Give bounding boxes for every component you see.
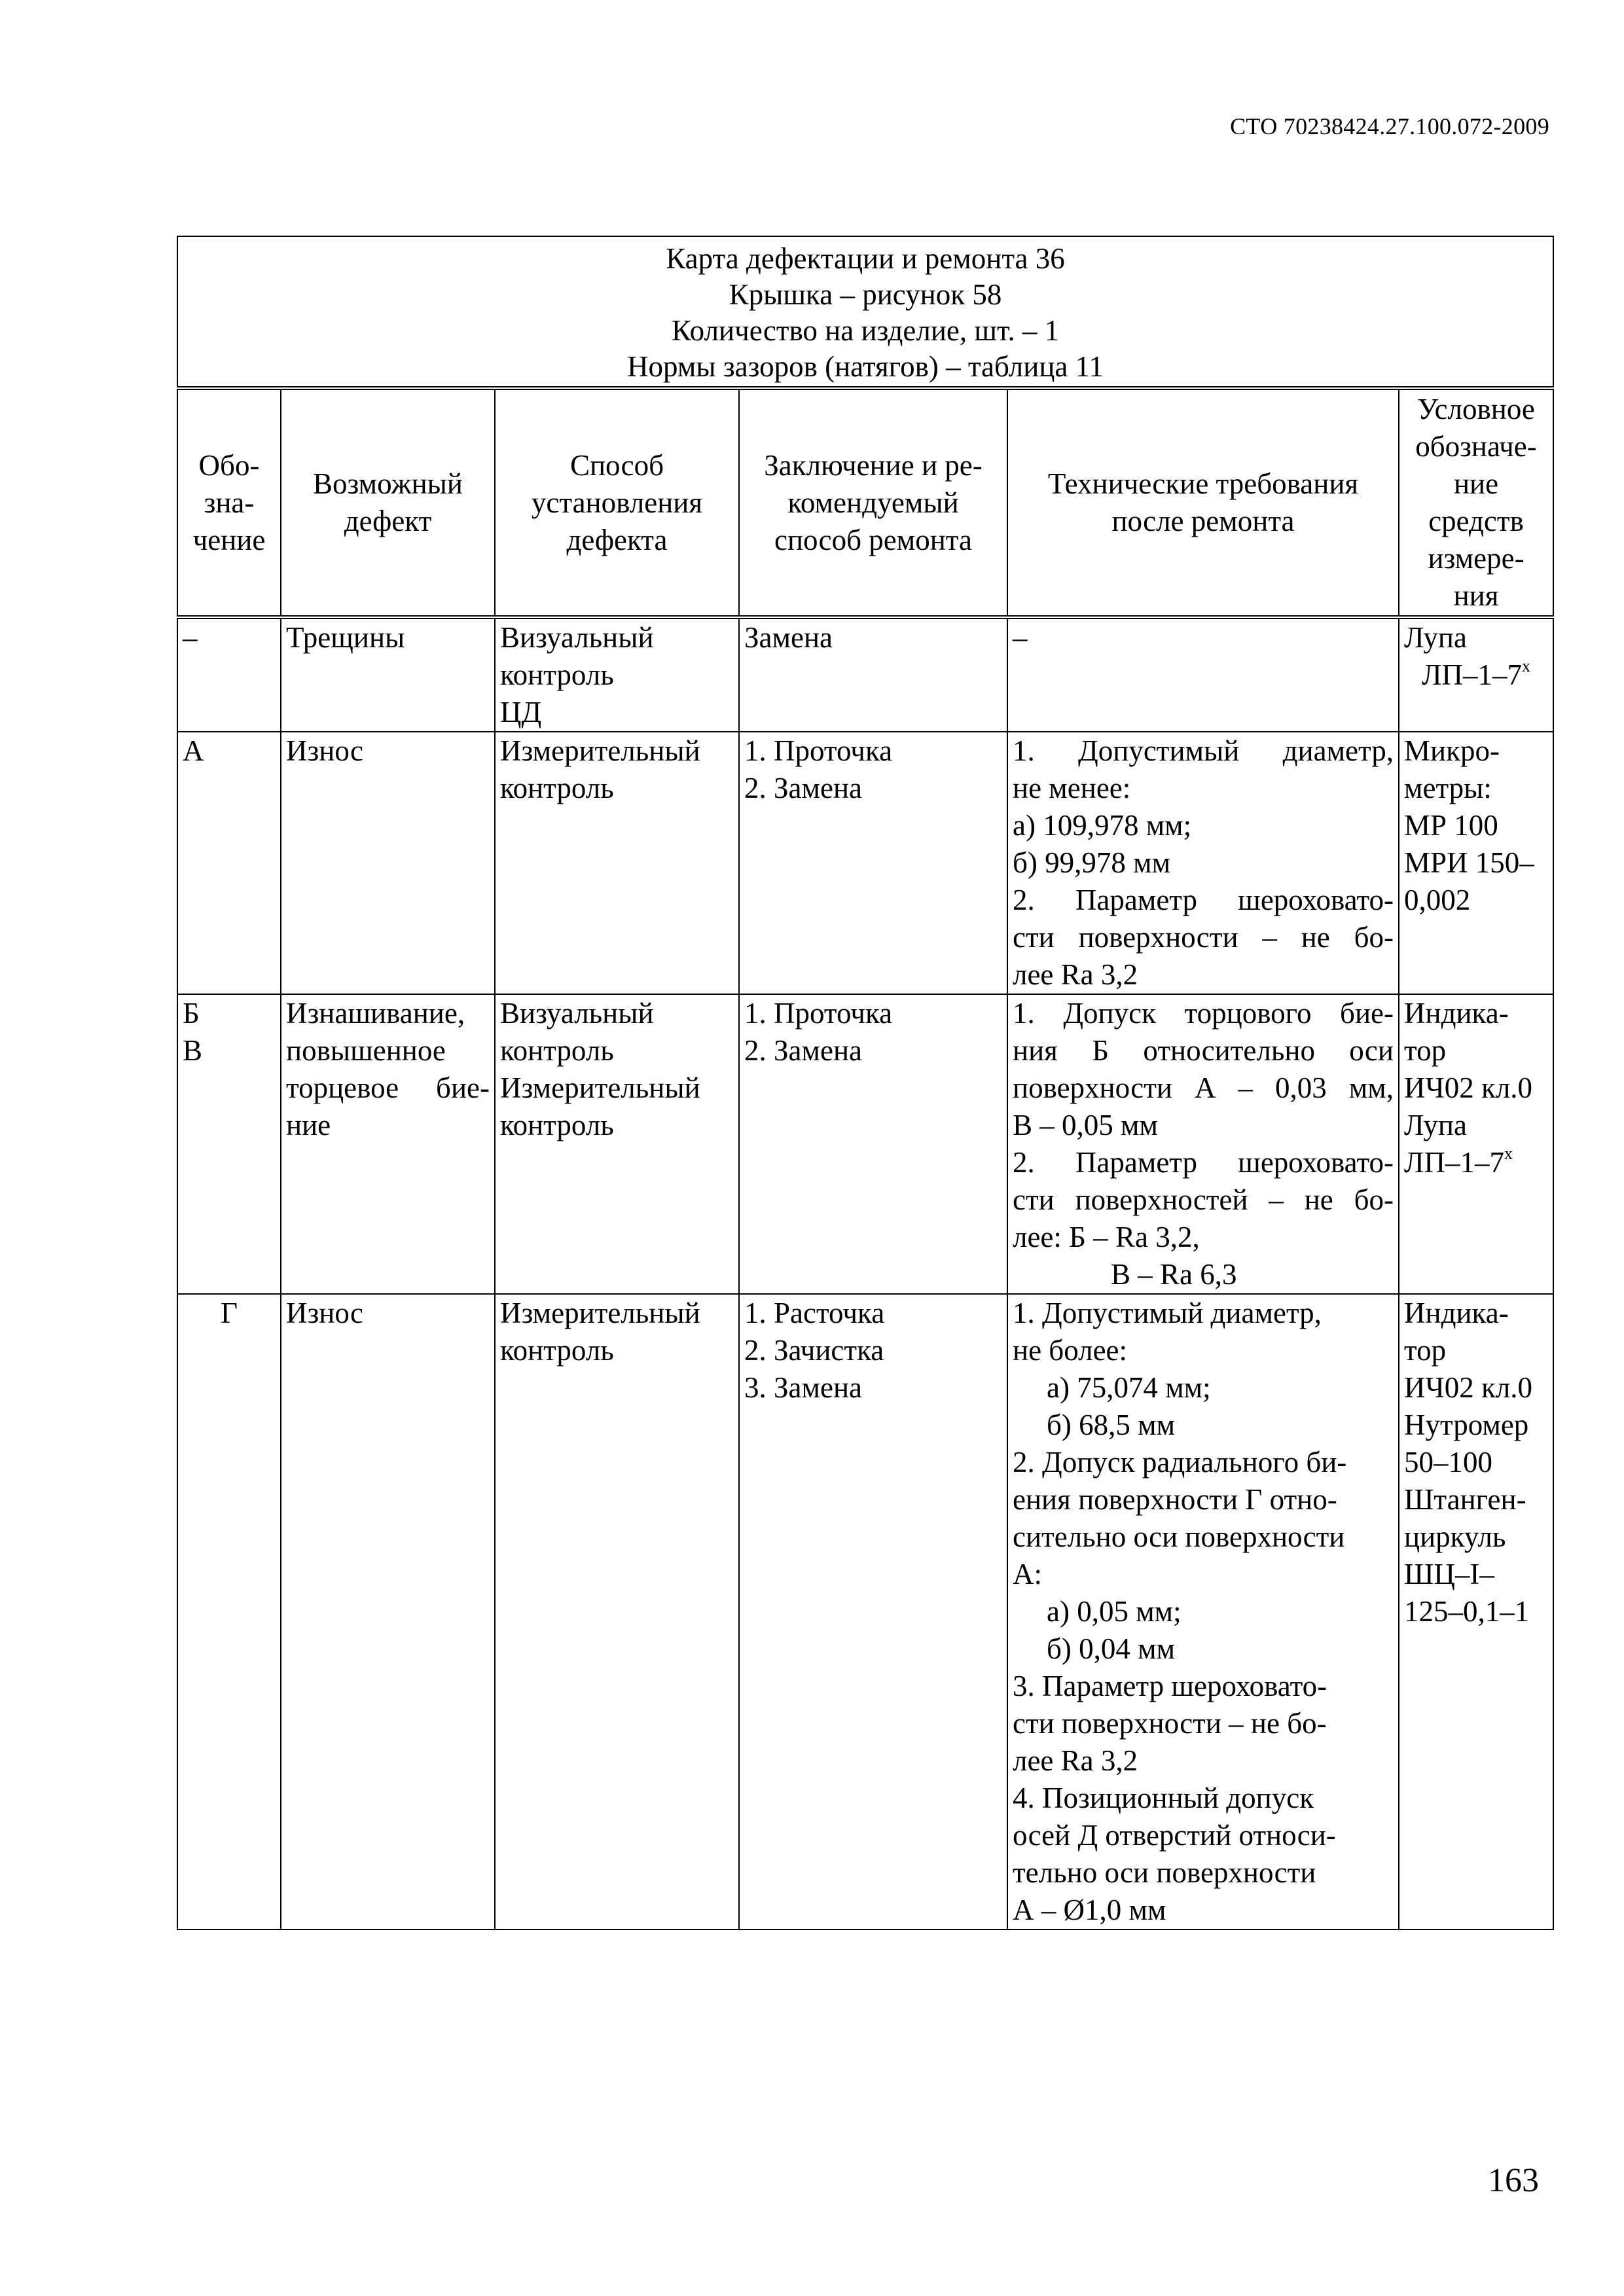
card-info-row: [177, 236, 1553, 388]
header-repair-method: Заключение и ре- комендуемый способ ремонта: [739, 388, 1007, 617]
method-cell: Визуальный контроль Измерительный контроль: [495, 994, 739, 1294]
part-name: Крышка – рисунок 58: [729, 278, 1002, 311]
card-info-cell: [177, 236, 1553, 388]
requirements-cell: 1. Допустимый диаметр, не более: а) 75,074 мм; б) 68,5 мм 2. Допуск радиального би- ения поверхности Г отно- сительно оси поверхности А: а) 0,05 мм; б) 0,04 мм 3. Параметр шероховато- сти поверхности – не бо- лее Ra 3,2 4. Позиционный допуск осей Д отверстий относи- тельно оси поверхности А – Ø1,0 мм: [1007, 1294, 1399, 1929]
defect-cell: Износ: [281, 1294, 495, 1929]
table-row: [177, 1294, 1553, 1929]
header-measuring-tools: Условное обозначе- ние средств измере- ния: [1399, 388, 1553, 617]
designation-cell: А: [177, 732, 281, 994]
page-number: 163: [1488, 2162, 1539, 2199]
method-cell: Измерительный контроль: [495, 1294, 739, 1929]
method-cell: Визуальный контроль ЦД: [495, 617, 739, 732]
document-code: СТО 70238424.27.100.072-2009: [1230, 113, 1549, 139]
header-defect: Возможный дефект: [281, 388, 495, 617]
header-designation: Обо- зна- чение: [177, 388, 281, 617]
defect-cell: Изнашивание, повышенное торцевое бие- ние: [281, 994, 495, 1294]
designation-cell: Г: [177, 1294, 281, 1929]
quantity-line: Количество на изделие, шт. – 1: [671, 314, 1060, 347]
repair-cell: Замена: [739, 617, 1007, 732]
defect-cell: Износ: [281, 732, 495, 994]
tools-cell: Микро- метры: МР 100 МРИ 150– 0,002: [1399, 732, 1553, 994]
defect-cell: Трещины: [281, 617, 495, 732]
table-row: [177, 732, 1553, 994]
repair-cell: 1. Проточка 2. Замена: [739, 994, 1007, 1294]
header-detection-method: Способ установления дефекта: [495, 388, 739, 617]
table-row: [177, 617, 1553, 732]
designation-cell: Б В: [177, 994, 281, 1294]
tools-cell: Лупа $ЛП-1-7^х$: [1399, 617, 1553, 732]
tools-cell: Индика- тор ИЧ02 кл.0 Нутромер 50–100 Штанген- циркуль ШЦ–I– 125–0,1–1: [1399, 1294, 1553, 1929]
column-header-row: [177, 388, 1553, 617]
header-technical-requirements: Технические требования после ремонта: [1007, 388, 1399, 617]
method-cell: Измерительный контроль: [495, 732, 739, 994]
card-title: Карта дефектации и ремонта 36: [666, 242, 1065, 275]
designation-cell: –: [177, 617, 281, 732]
requirements-cell: 1. Допуск торцового бие- ния Б относительно оси поверхности А – 0,03 мм, В – 0,05 мм 2. Параметр шероховато- сти поверхностей – не бо- лее: Б – Ra 3,2, В – Ra 6,3: [1007, 994, 1399, 1294]
tools-cell: Индика- тор ИЧ02 кл.0 Лупа $ЛП-1-7^х$: [1399, 994, 1553, 1294]
repair-cell: 1. Расточка 2. Зачистка 3. Замена: [739, 1294, 1007, 1929]
clearance-norms-line: Нормы зазоров (натягов) – таблица 11: [627, 350, 1104, 383]
requirements-cell: 1. Допустимый диаметр, не менее: а) 109,978 мм; б) 99,978 мм 2. Параметр шероховато- сти поверхности – не бо- лее Ra 3,2: [1007, 732, 1399, 994]
table-row: [177, 994, 1553, 1294]
requirements-cell: –: [1007, 617, 1399, 732]
defect-repair-card-table: [177, 236, 1554, 1930]
repair-cell: 1. Проточка 2. Замена: [739, 732, 1007, 994]
